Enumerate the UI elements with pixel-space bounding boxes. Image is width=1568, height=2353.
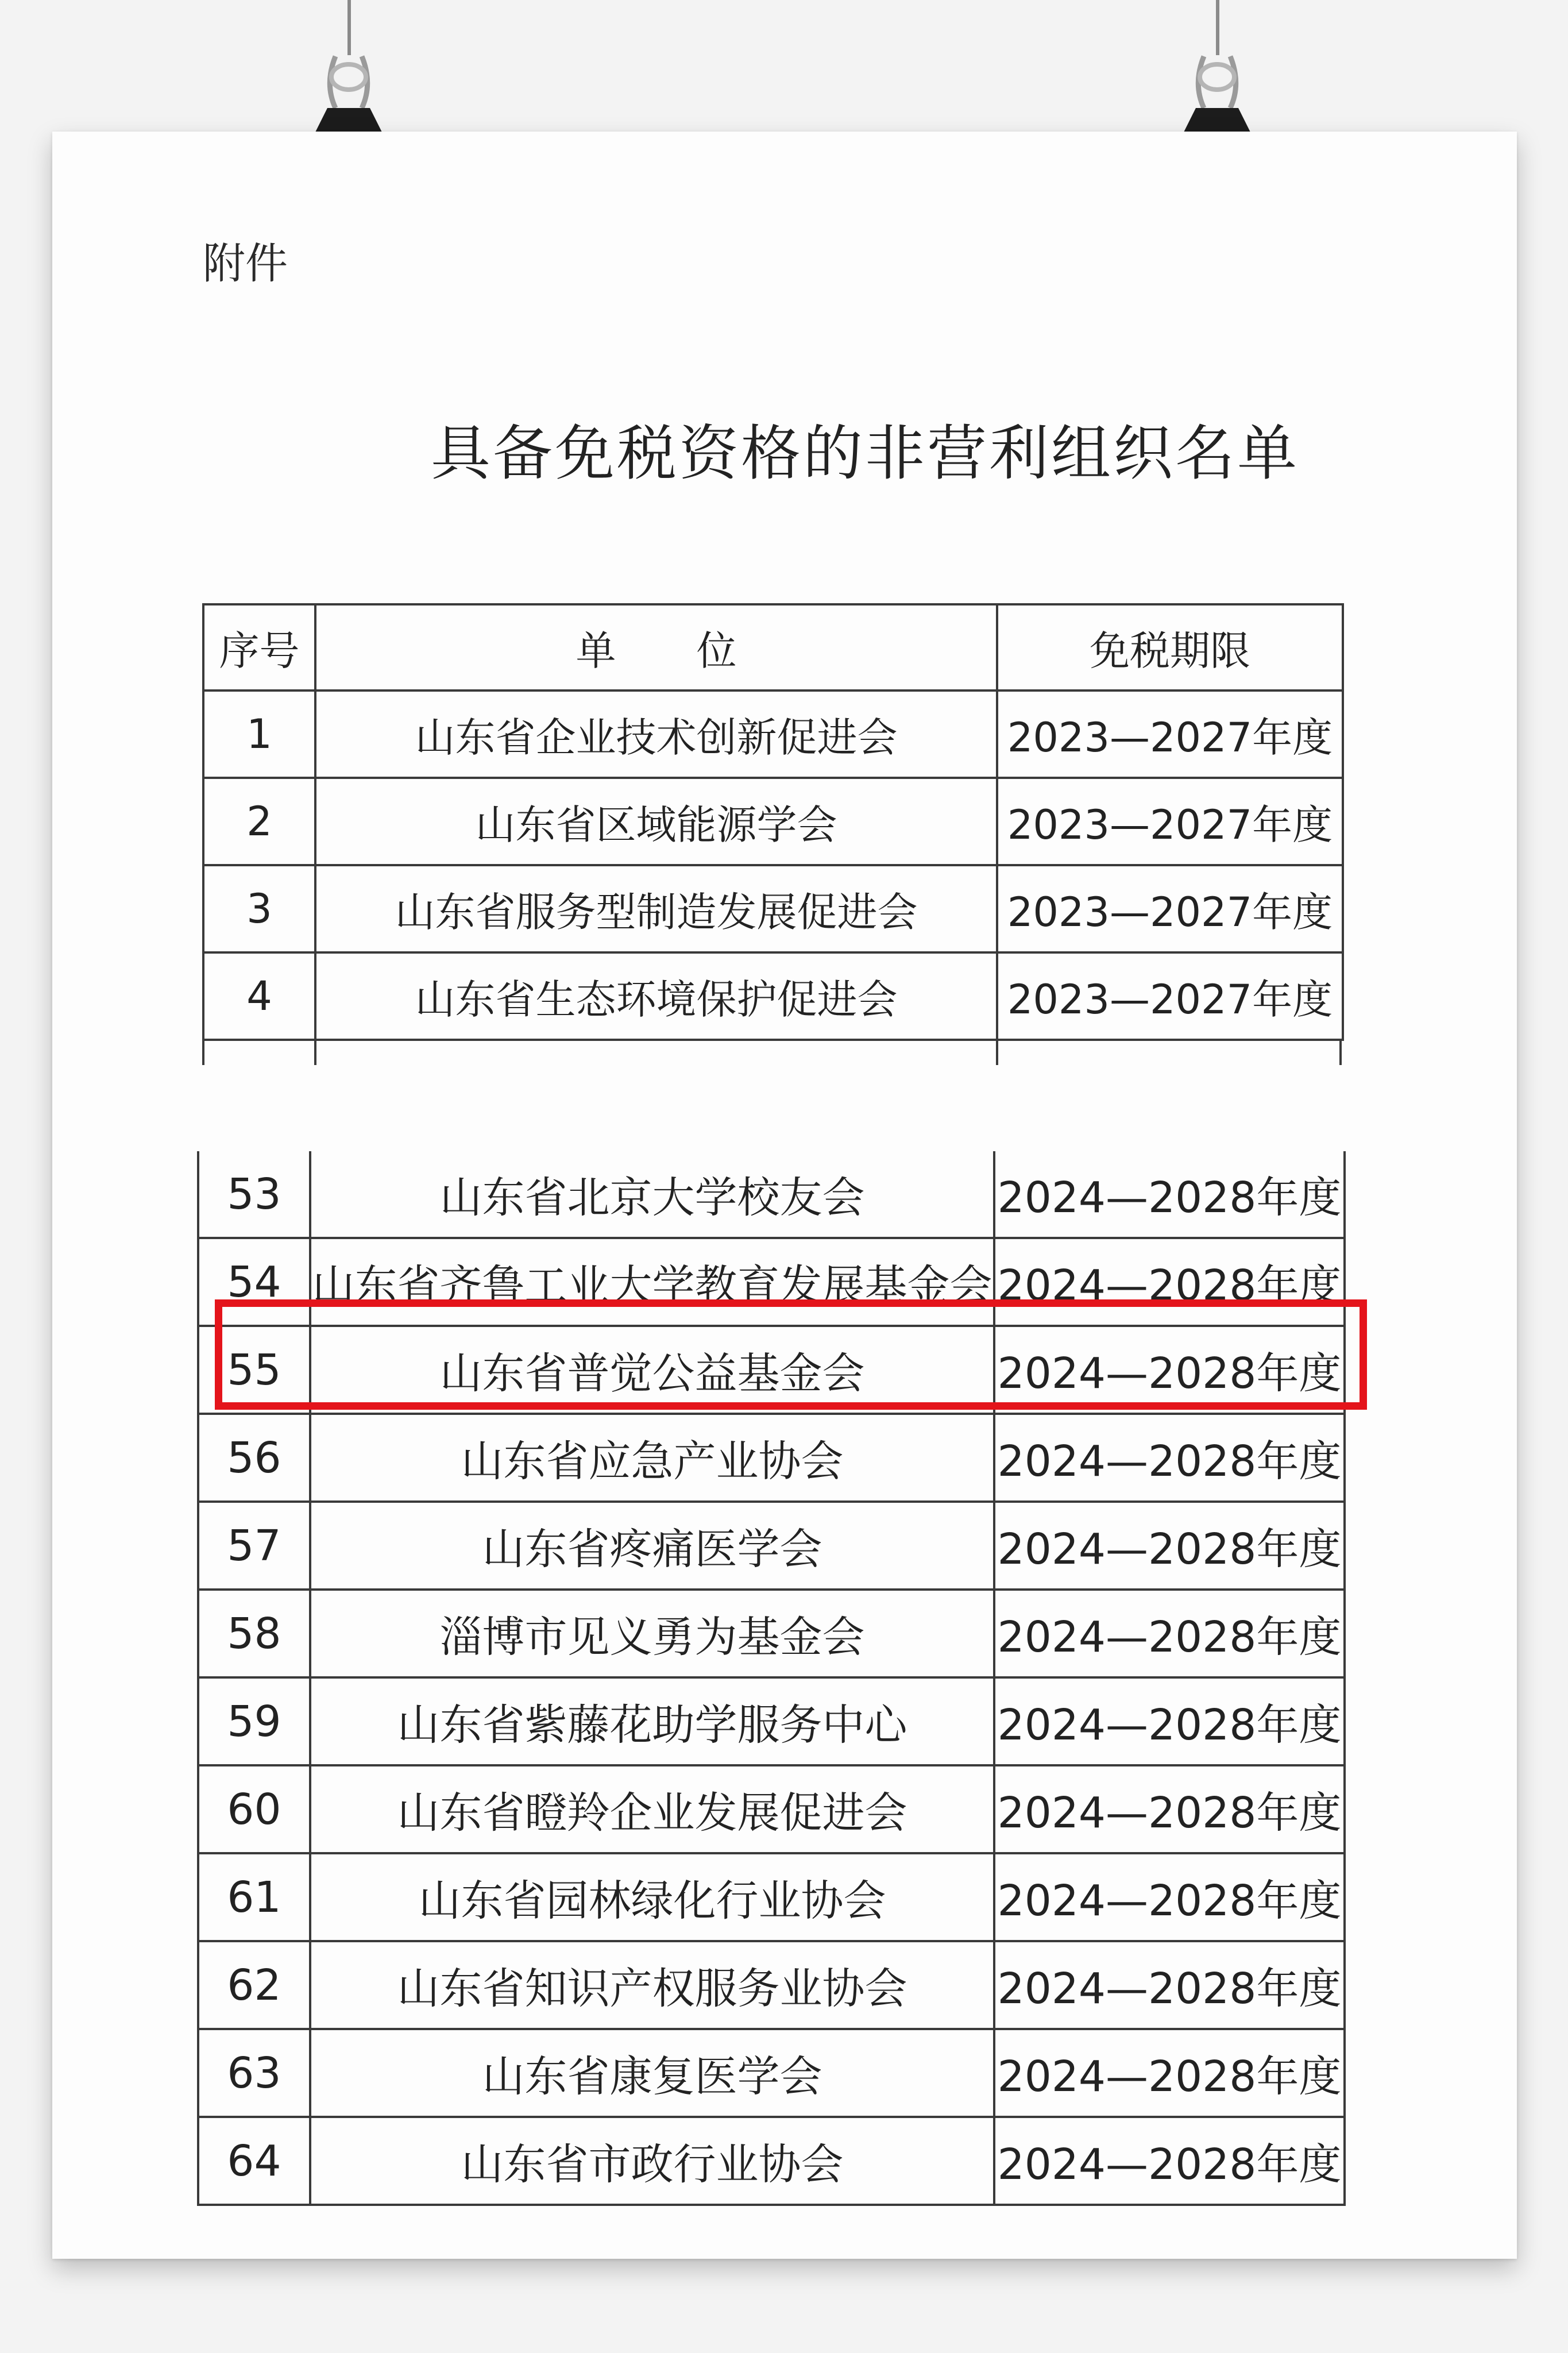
binder-clip-left-icon — [306, 51, 392, 138]
row-period: 2024—2028年度 — [994, 2117, 1345, 2205]
org-table-top — [202, 603, 1344, 1041]
table-header-row — [203, 604, 1343, 691]
row-serial: 57 — [198, 1502, 310, 1590]
table-row — [198, 1502, 1345, 1590]
row-period: 2023—2027年度 — [997, 865, 1343, 952]
annex-label: 附件 — [203, 239, 288, 288]
table-row — [198, 1853, 1345, 1941]
row-unit: 山东省园林绿化行业协会 — [310, 1853, 994, 1941]
table-row — [198, 1765, 1345, 1853]
table-row — [198, 1941, 1345, 2029]
document-title: 具备免税资格的非营利组织名单 — [431, 418, 1300, 488]
header-period: 免税期限 — [997, 604, 1343, 691]
truncated-row-fragment — [202, 1040, 1342, 1065]
row-period: 2024—2028年度 — [994, 1238, 1345, 1326]
row-period: 2023—2027年度 — [997, 952, 1343, 1040]
row-unit: 山东省瞪羚企业发展促进会 — [310, 1765, 994, 1853]
row-unit: 山东省服务型制造发展促进会 — [315, 865, 997, 952]
highlight-box — [215, 1299, 1367, 1410]
binder-clip-right-icon — [1174, 51, 1260, 138]
row-period: 2024—2028年度 — [994, 1414, 1345, 1502]
row-serial: 61 — [198, 1853, 310, 1941]
row-period: 2024—2028年度 — [994, 1326, 1345, 1414]
hanging-wire-right — [1216, 0, 1219, 55]
table-row — [198, 1151, 1345, 1238]
row-period: 2024—2028年度 — [994, 2029, 1345, 2117]
row-period: 2024—2028年度 — [994, 1151, 1345, 1238]
row-unit: 山东省北京大学校友会 — [310, 1151, 994, 1238]
table-row — [198, 2117, 1345, 2205]
row-period: 2024—2028年度 — [994, 1677, 1345, 1765]
row-period: 2023—2027年度 — [997, 778, 1343, 865]
table-row — [198, 2029, 1345, 2117]
table-row — [203, 778, 1343, 865]
row-serial: 63 — [198, 2029, 310, 2117]
row-serial: 3 — [203, 865, 315, 952]
row-serial: 56 — [198, 1414, 310, 1502]
row-unit: 山东省知识产权服务业协会 — [310, 1941, 994, 2029]
row-serial: 59 — [198, 1677, 310, 1765]
row-unit: 山东省齐鲁工业大学教育发展基金会 — [310, 1238, 994, 1326]
row-unit: 山东省应急产业协会 — [310, 1414, 994, 1502]
row-unit: 淄博市见义勇为基金会 — [310, 1590, 994, 1677]
header-unit: 单 位 — [315, 604, 997, 691]
row-period: 2024—2028年度 — [994, 1941, 1345, 2029]
row-serial: 54 — [198, 1238, 310, 1326]
row-serial: 1 — [203, 691, 315, 778]
row-serial: 58 — [198, 1590, 310, 1677]
table-row — [198, 1590, 1345, 1677]
row-period: 2024—2028年度 — [994, 1502, 1345, 1590]
excerpt-gap — [52, 1065, 1517, 1151]
table-row — [203, 865, 1343, 952]
row-unit: 山东省区域能源学会 — [315, 778, 997, 865]
row-serial: 55 — [198, 1326, 310, 1414]
row-unit: 山东省市政行业协会 — [310, 2117, 994, 2205]
row-unit: 山东省紫藤花助学服务中心 — [310, 1677, 994, 1765]
hanging-wire-left — [347, 0, 351, 55]
row-period: 2024—2028年度 — [994, 1765, 1345, 1853]
table-row — [198, 1677, 1345, 1765]
row-unit: 山东省疼痛医学会 — [310, 1502, 994, 1590]
table-row — [203, 691, 1343, 778]
row-unit: 山东省普觉公益基金会 — [310, 1326, 994, 1414]
header-serial: 序号 — [203, 604, 315, 691]
row-serial: 62 — [198, 1941, 310, 2029]
row-serial: 4 — [203, 952, 315, 1040]
row-unit: 山东省康复医学会 — [310, 2029, 994, 2117]
table-row — [203, 952, 1343, 1040]
row-unit: 山东省生态环境保护促进会 — [315, 952, 997, 1040]
row-serial: 64 — [198, 2117, 310, 2205]
row-unit: 山东省企业技术创新促进会 — [315, 691, 997, 778]
row-serial: 60 — [198, 1765, 310, 1853]
table-row — [198, 1414, 1345, 1502]
row-period: 2024—2028年度 — [994, 1590, 1345, 1677]
row-serial: 53 — [198, 1151, 310, 1238]
row-serial: 2 — [203, 778, 315, 865]
row-period: 2023—2027年度 — [997, 691, 1343, 778]
row-period: 2024—2028年度 — [994, 1853, 1345, 1941]
